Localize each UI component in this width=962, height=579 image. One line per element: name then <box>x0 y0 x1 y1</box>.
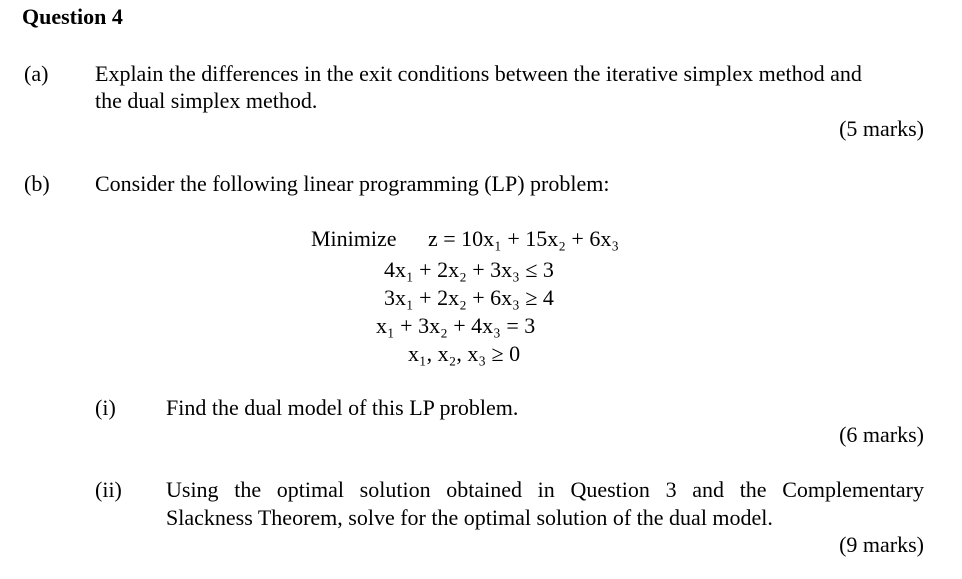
part-a-label: (a) <box>24 61 49 86</box>
sub-ii-label: (ii) <box>95 477 122 502</box>
sub-i-text: Find the dual model of this LP problem. <box>166 395 519 420</box>
sub-i-marks: (6 marks) <box>839 422 924 447</box>
part-a-line-1: Explain the differences in the exit conditions between the iterative simplex method and <box>95 61 862 86</box>
sub-ii-line-2: Slackness Theorem, solve for the optimal solution of the dual model. <box>166 505 773 530</box>
lp-constraint-3: x₁ + 3x₂ + 4x₃ = 3 <box>376 313 536 338</box>
lp-constraint-2: 3x₁ + 2x₂ + 6x₃ ≥ 4 <box>384 285 554 310</box>
lp-constraint-1: 4x₁ + 2x₂ + 3x₃ ≤ 3 <box>384 257 554 282</box>
part-b-label: (b) <box>24 171 50 196</box>
lp-objective-word: Minimize <box>311 226 397 251</box>
part-a-line-2: the dual simplex method. <box>95 88 318 113</box>
sub-i-label: (i) <box>95 395 116 420</box>
sub-ii-marks: (9 marks) <box>839 532 924 557</box>
question-title: Question 4 <box>22 4 123 29</box>
sub-ii-line-1: Using the optimal solution obtained in Question 3 and the Complementary <box>166 477 924 502</box>
part-b-intro: Consider the following linear programming (LP) problem: <box>95 171 610 196</box>
lp-objective: z = 10x₁ + 15x₂ + 6x₃ <box>428 226 619 251</box>
lp-nonnegativity: x₁, x₂, x₃ ≥ 0 <box>408 341 521 366</box>
part-a-marks: (5 marks) <box>839 116 924 141</box>
